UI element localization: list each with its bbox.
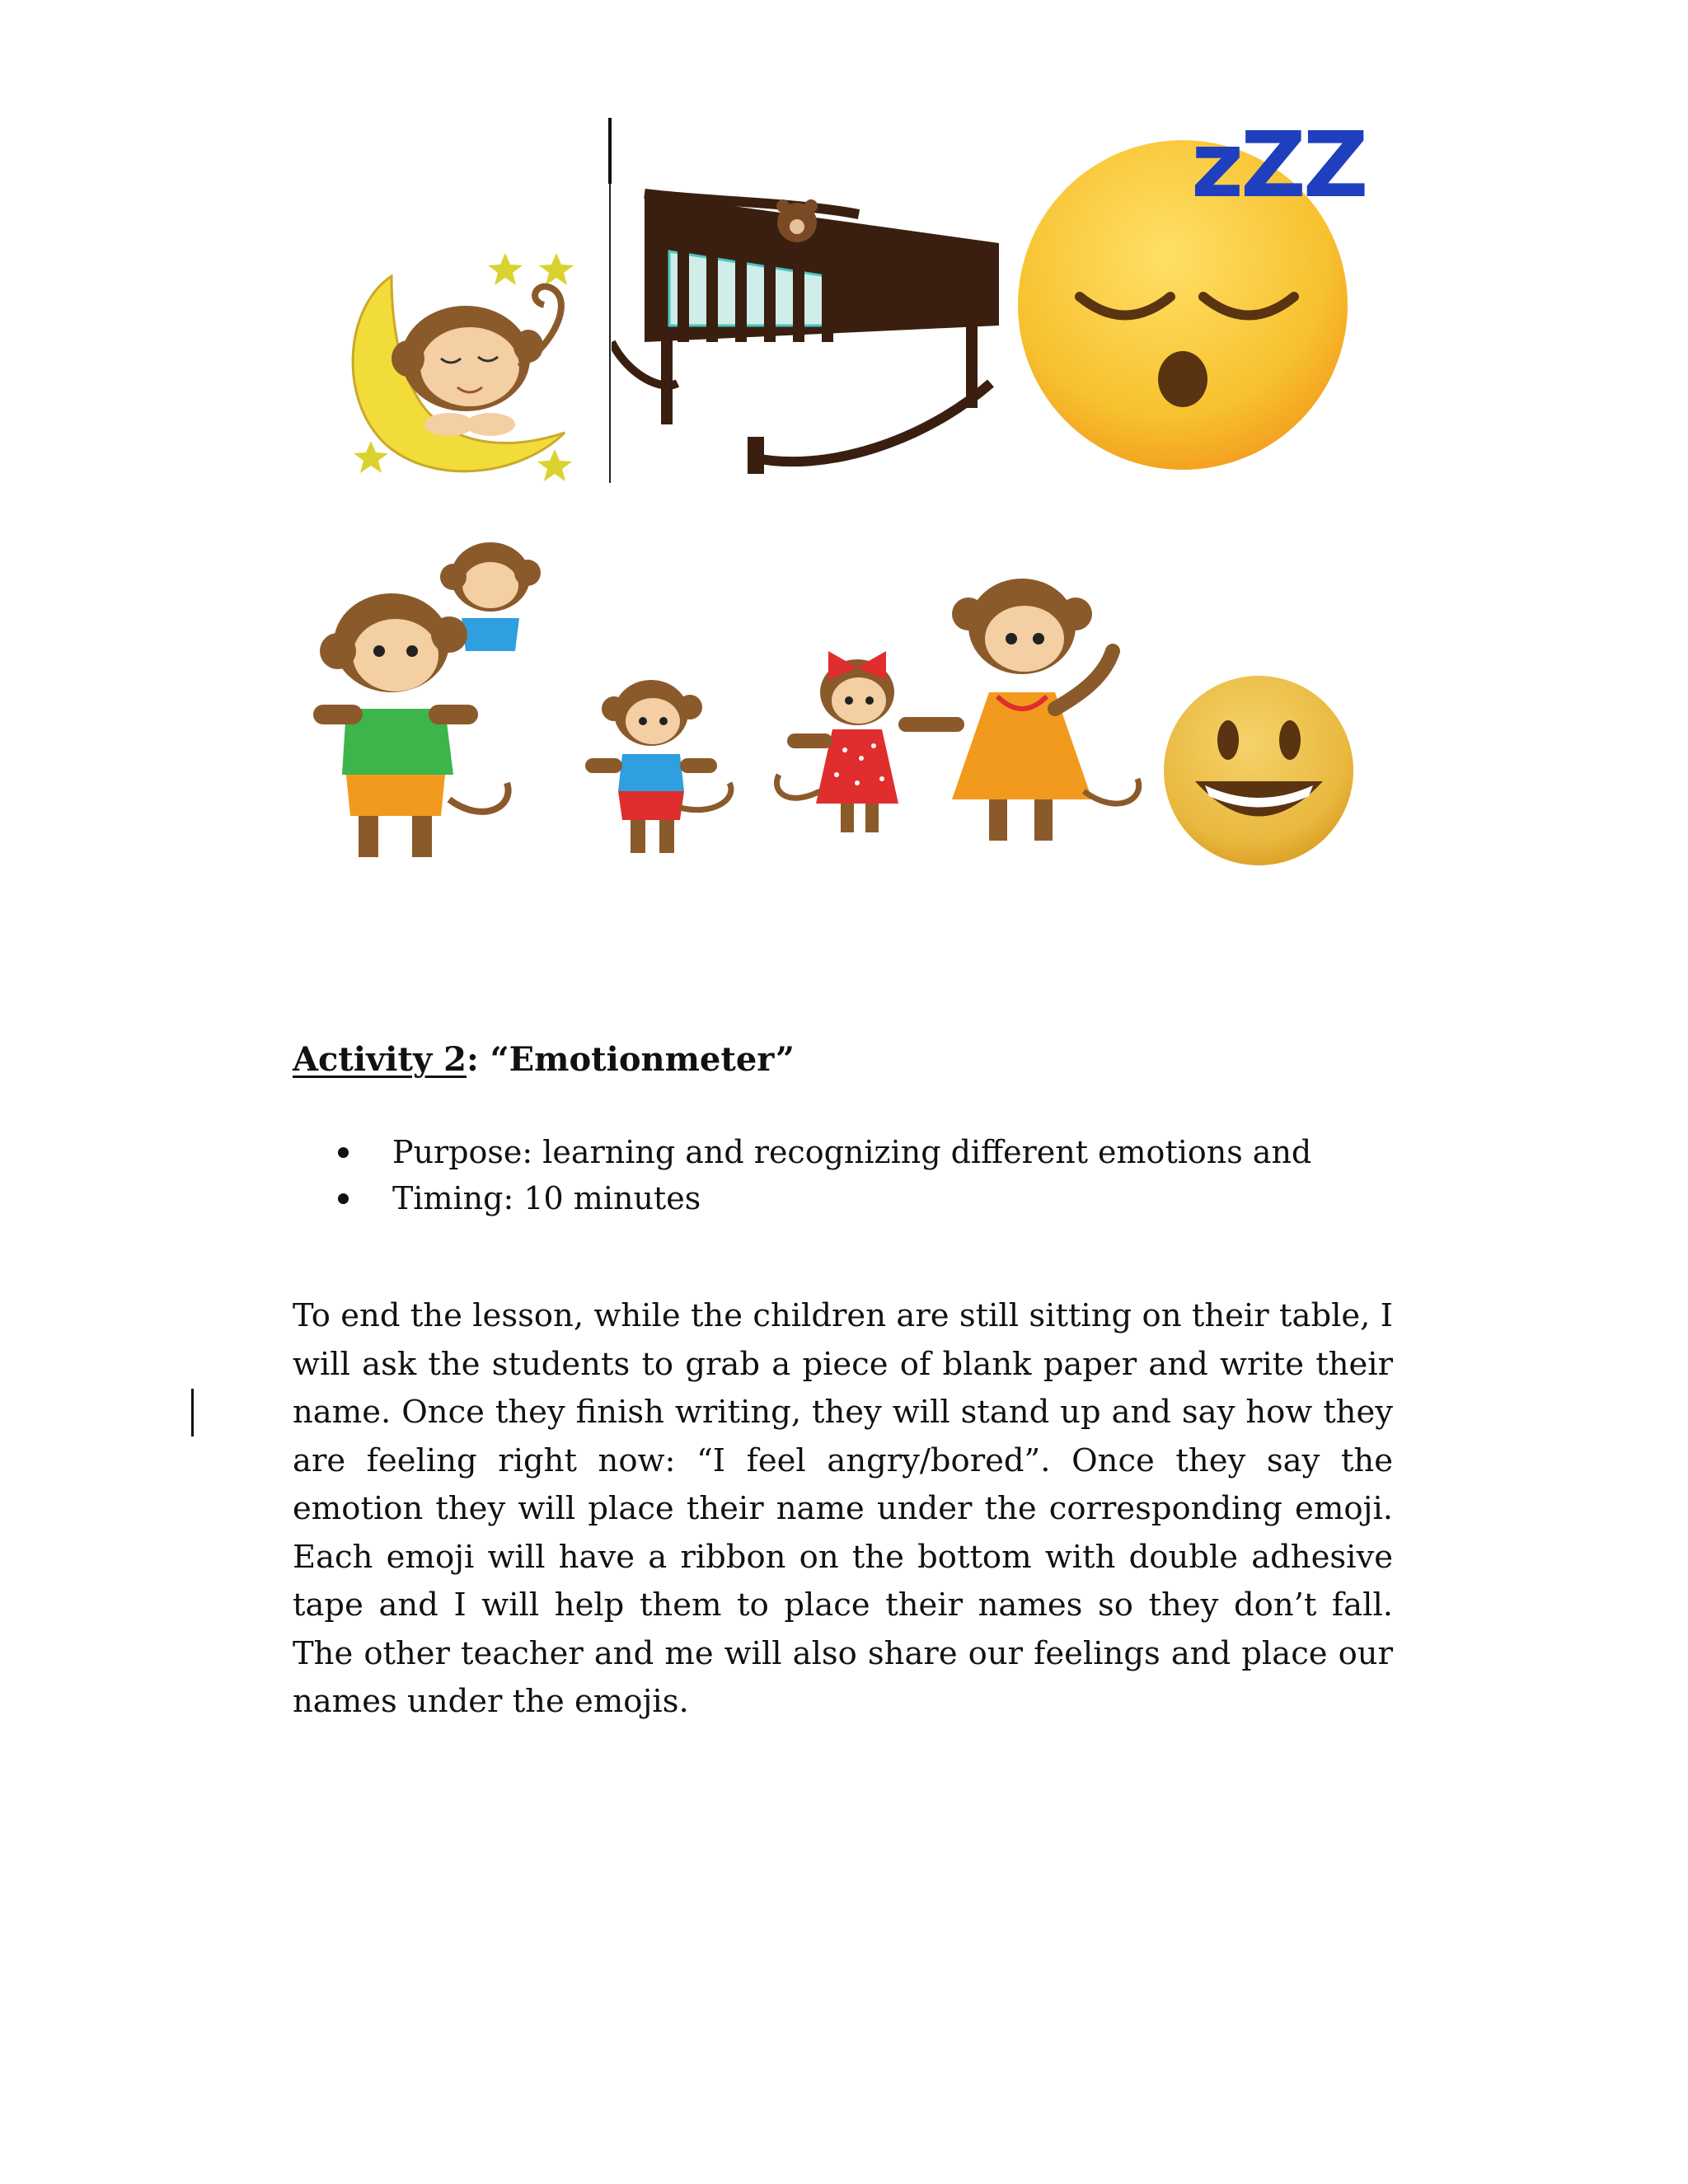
grinning-face-emoji — [1162, 674, 1356, 868]
wooden-cradle-image — [612, 177, 1007, 486]
activity-label: Activity 2 — [293, 1040, 467, 1079]
monkey-family-image — [293, 527, 1158, 882]
list-item — [338, 1129, 1311, 1175]
dad-monkey — [313, 542, 541, 857]
timing-text: Timing: 10 minutes — [392, 1180, 701, 1216]
zzz-text: zZZ — [1191, 112, 1366, 218]
margin-change-bar — [191, 1389, 194, 1436]
bullet-icon — [338, 1193, 349, 1204]
sleeping-monkey-on-moon-image — [334, 243, 598, 486]
boy-monkey — [585, 680, 731, 853]
mom-monkey — [898, 579, 1139, 841]
bullet-icon — [338, 1147, 349, 1158]
activity-title: : “Emotionmeter” — [466, 1040, 795, 1079]
purpose-text: Purpose: learning and recognizing different emotions and — [392, 1134, 1312, 1170]
girl-monkey — [776, 651, 898, 832]
activity-details-list — [338, 1129, 1311, 1221]
activity-description: To end the lesson, while the children are still sitting on their table, I will ask the students to grab a piece of blank paper and write their name. Once they finish writing, they will stand up and say how they are feeling right now: “I feel angry/bored”. Once they say the emotion they will place their name under the corresponding emoji. Each emoji will have a ribbon on the bottom with double adhesive tape and I will help them to place their names so they don’t fall. The other teacher and me will also share our feelings and place our names under the emojis. — [293, 1297, 1393, 1720]
activity-heading — [293, 1040, 795, 1079]
text-cursor — [608, 118, 612, 184]
list-item — [338, 1175, 1311, 1221]
